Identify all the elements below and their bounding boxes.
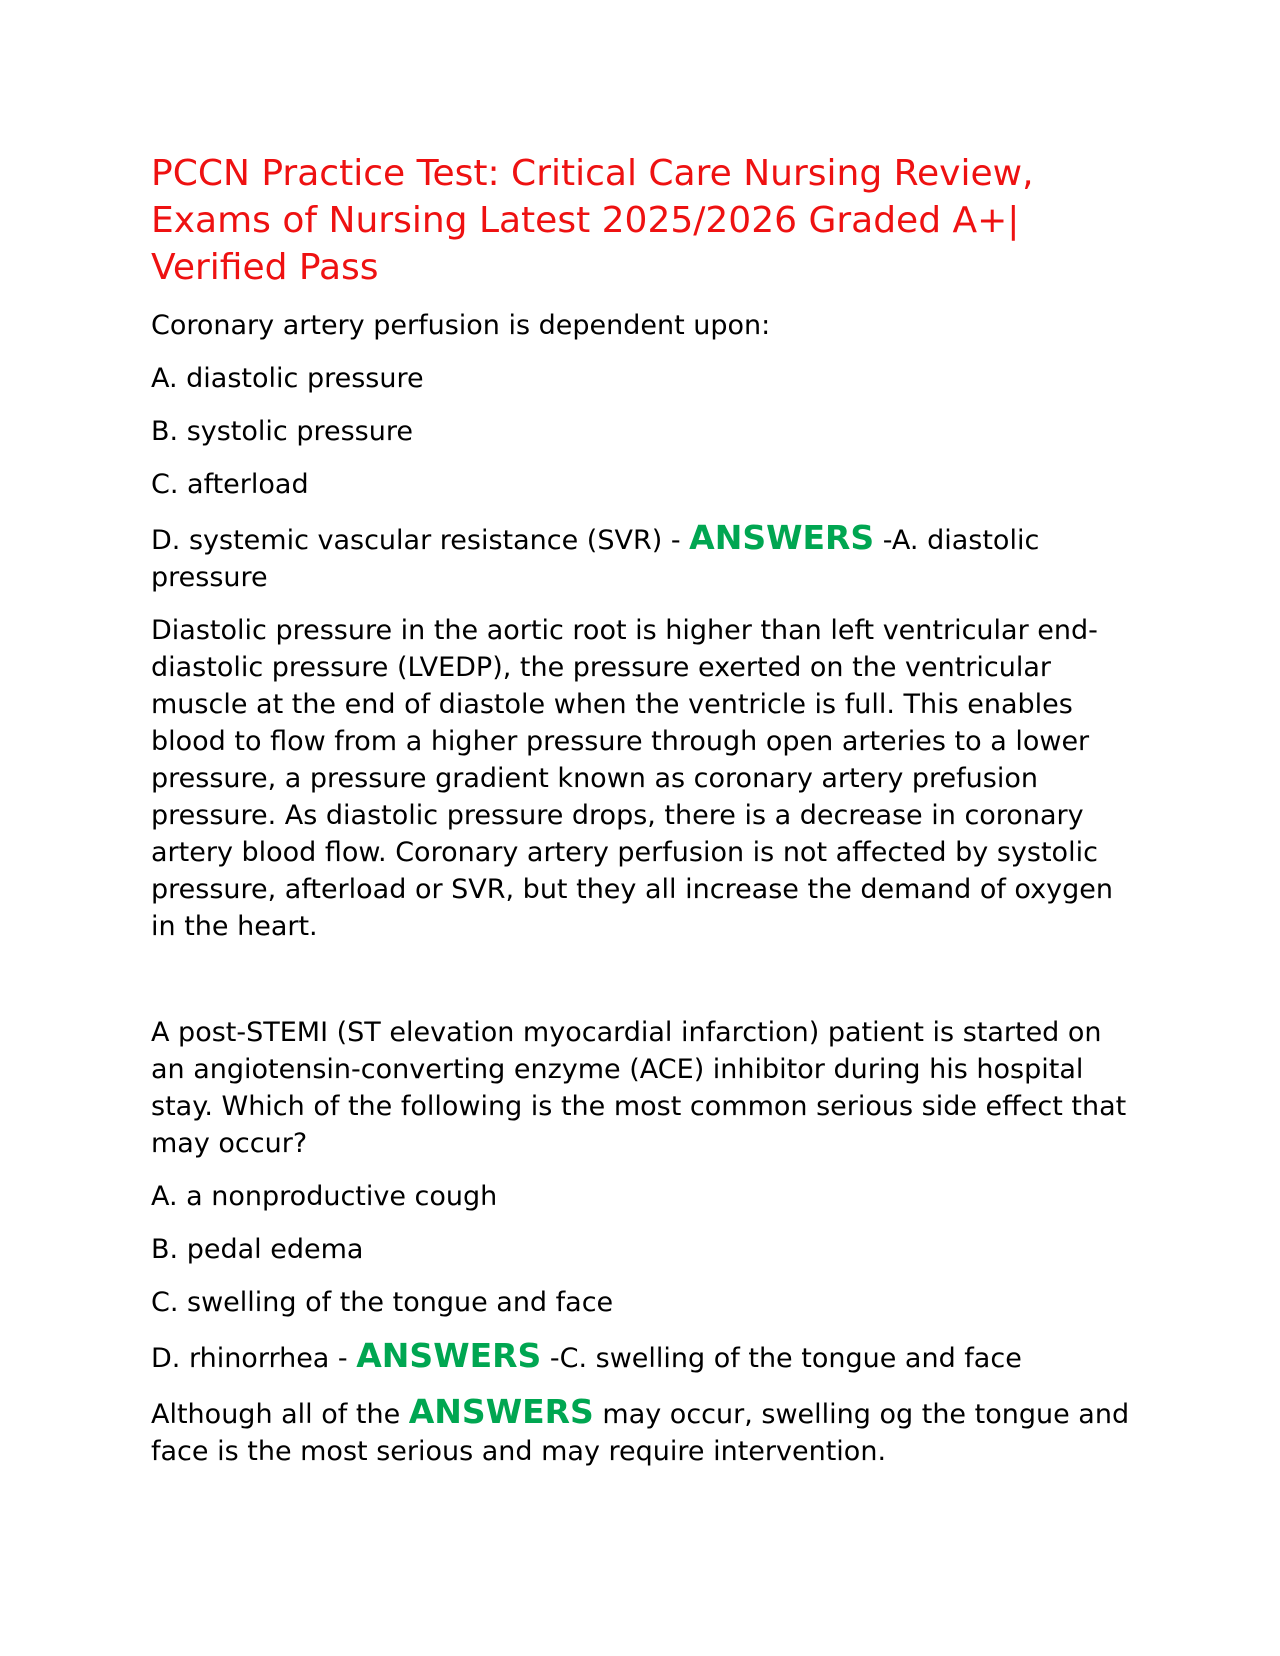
option-b: B. systolic pressure [151, 416, 413, 447]
question-block-2 [151, 1014, 1131, 1470]
question-text: Coronary artery perfusion is dependent upon: [151, 310, 771, 341]
option-a: A. diastolic pressure [151, 363, 424, 394]
explanation-end: may occur, swelling og the tongue and face is the most serious and may require intervention. [151, 1399, 1130, 1467]
explanation-start: Although all of the [151, 1399, 409, 1430]
option-d-with-answer [151, 519, 1131, 596]
answer-text: -C. swelling of the tongue and face [541, 1343, 1022, 1374]
spacer [151, 961, 1131, 1014]
answer-text: -A. diastolic pressure [151, 525, 1040, 593]
option-d-with-answer [151, 1337, 1131, 1377]
answers-keyword: ANSWERS [356, 1336, 542, 1375]
option-d-text: D. systemic vascular resistance (SVR) - [151, 525, 690, 556]
answers-keyword: ANSWERS [689, 518, 875, 557]
explanation-text: Diastolic pressure in the aortic root is higher than left ventricular end-diastolic pressure (LVEDP), the pressure exerted on the ventricular muscle at the end of diastole when the ventricle is full. This enables blood to flow from a higher pressure through open arteries to a lower pressure, a pressure gradient known as coronary artery prefusion pressure. As diastolic pressure drops, there is a decrease in coronary artery blood flow. Coronary artery perfusion is not affected by systolic pressure, afterload or SVR, but they all increase the demand of oxygen in the heart. [151, 615, 1113, 942]
option-b: B. pedal edema [151, 1234, 364, 1265]
option-c: C. afterload [151, 469, 309, 500]
document-page [151, 150, 1131, 1486]
document-title: PCCN Practice Test: Critical Care Nursing Review, Exams of Nursing Latest 2025/2026 Graded A+| Verified Pass [151, 153, 1034, 288]
answers-keyword: ANSWERS [408, 1392, 594, 1431]
option-c: C. swelling of the tongue and face [151, 1287, 614, 1318]
option-a: A. a nonproductive cough [151, 1181, 498, 1212]
question-text: A post-STEMI (ST elevation myocardial infarction) patient is started on an angiotensin-converting enzyme (ACE) inhibitor during his hospital stay. Which of the following is the most common serious side effect that may occur? [151, 1017, 1127, 1159]
explanation-text [151, 1393, 1131, 1470]
question-block-1 [151, 307, 1131, 945]
option-d-text: D. rhinorrhea - [151, 1343, 357, 1374]
